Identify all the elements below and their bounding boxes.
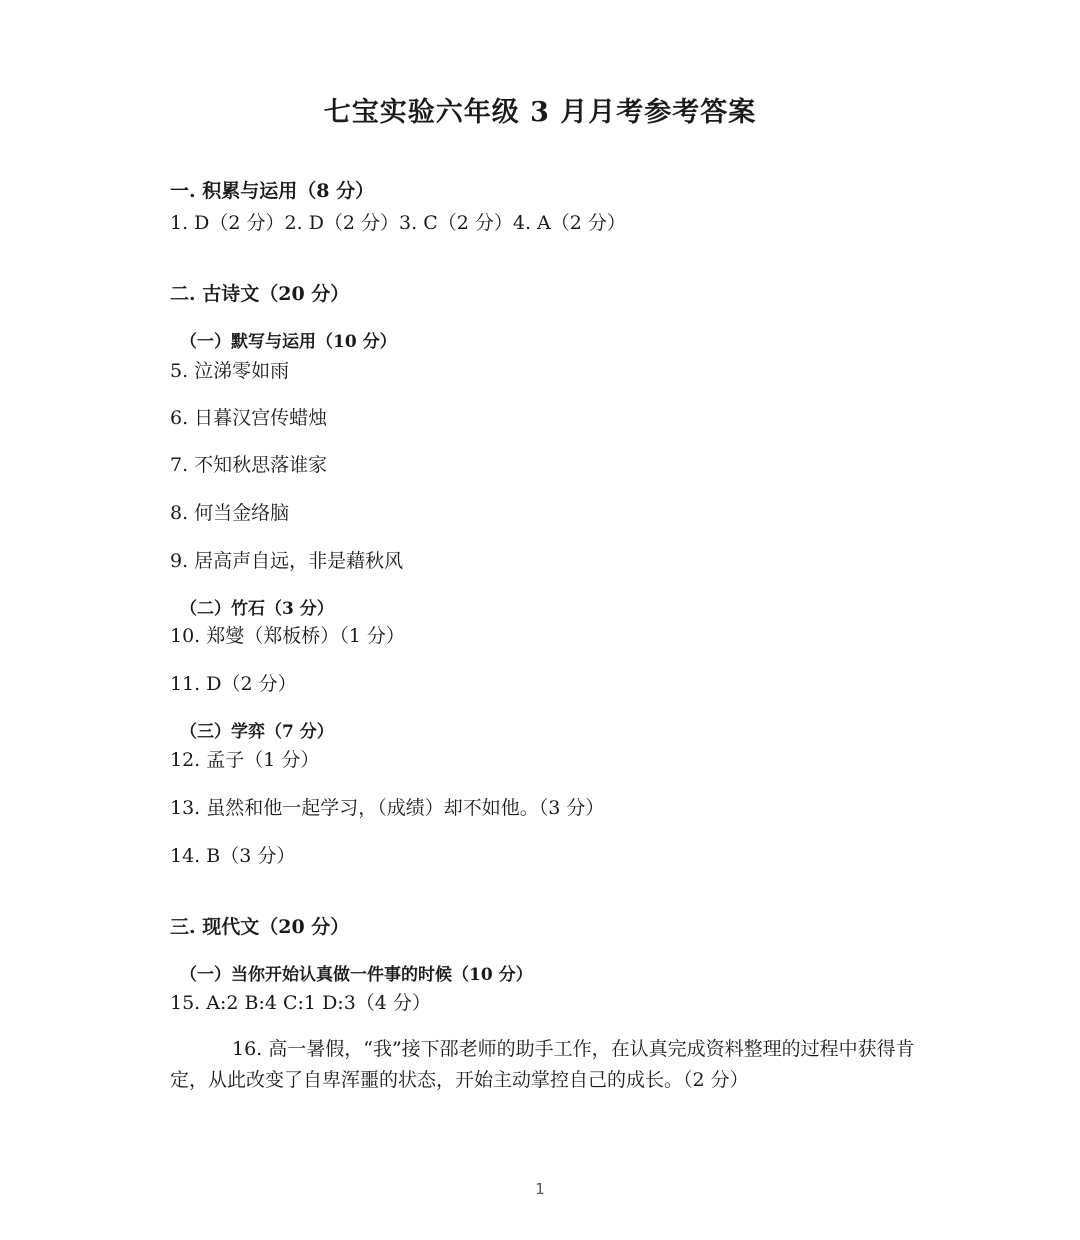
section-heading-3: 三. 现代文（20 分） bbox=[170, 916, 350, 938]
answer-paragraph: 16. 高一暑假，“我”接下邵老师的助手工作，在认真完成资料整理的过程中获得肯定，从此改变了自卑浑噩的状态，开始主动掌控自己的成长。（2 分） bbox=[170, 1038, 915, 1091]
answer-line: 9. 居高声自远，非是藉秋风 bbox=[170, 550, 404, 572]
answer-line: 5. 泣涕零如雨 bbox=[170, 360, 290, 382]
answer-line: 10. 郑燮（郑板桥）（1 分） bbox=[170, 625, 405, 647]
section-heading-1: 一. 积累与运用（8 分） bbox=[170, 180, 375, 202]
subsection-heading: （一）默写与运用（10 分） bbox=[180, 332, 397, 352]
subsection-heading: （二）竹石（3 分） bbox=[180, 599, 334, 619]
subsection-heading: （三）学弈（7 分） bbox=[180, 722, 334, 742]
answer-line: 11. D（2 分） bbox=[170, 673, 297, 695]
answer-line: 7. 不知秋思落谁家 bbox=[170, 454, 328, 476]
answer-line: 15. A:2 B:4 C:1 D:3（4 分） bbox=[170, 992, 431, 1014]
answer-line: 6. 日暮汉宫传蜡烛 bbox=[170, 407, 328, 429]
answer-line: 12. 孟子（1 分） bbox=[170, 749, 320, 771]
answer-line: 8. 何当金络脑 bbox=[170, 502, 290, 524]
page-number: 1 bbox=[535, 1180, 545, 1198]
section-heading-2: 二. 古诗文（20 分） bbox=[170, 283, 350, 305]
document-title: 七宝实验六年级 3 月月考参考答案 bbox=[323, 97, 757, 128]
answer-line: 14. B（3 分） bbox=[170, 845, 296, 867]
answer-line: 13. 虽然和他一起学习，（成绩）却不如他。（3 分） bbox=[170, 797, 605, 819]
subsection-heading: （一）当你开始认真做一件事的时候（10 分） bbox=[180, 965, 533, 985]
answer-line: 1. D（2 分）2. D（2 分）3. C（2 分）4. A（2 分） bbox=[170, 212, 626, 234]
